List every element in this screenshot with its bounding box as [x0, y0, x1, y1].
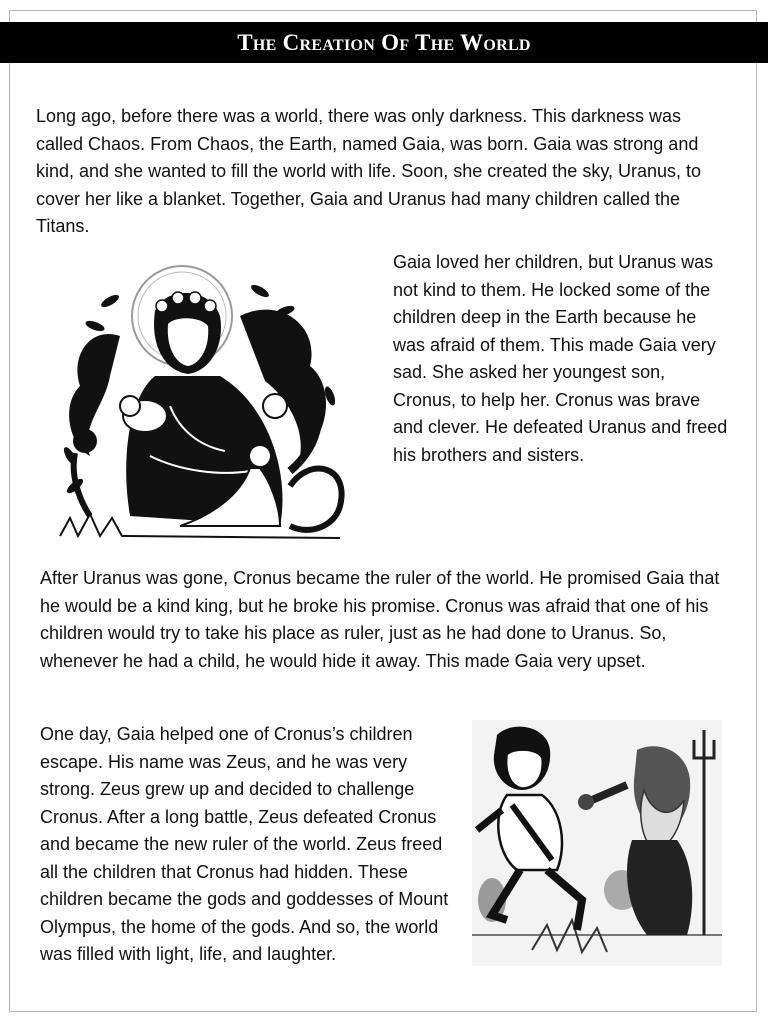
- zeus-cronus-illustration: [472, 720, 722, 966]
- paragraph-gaia-children: Gaia loved her children, but Uranus was not kind to them. He locked some of the children deep in the Earth because he was afraid of them. This made Gaia very sad. She asked her youngest son, Cronus, to help her. Cronus was brave and clever. He defeated Uranus and freed his brothers and sisters.: [393, 252, 728, 465]
- page-title: The Creation Of The World: [0, 22, 768, 63]
- gaia-illustration: [50, 256, 350, 546]
- paragraph-intro: Long ago, before there was a world, there was only darkness. This darkness was called Chaos. From Chaos, the Earth, named Gaia, was born. Gaia was strong and kind, and she wanted to fill the world with life. Soon, she created the sky, Uranus, to cover her like a blanket. Together, Gaia and Uranus had many children called the Titans.: [36, 106, 702, 236]
- paragraph-cronus-rule: After Uranus was gone, Cronus became the ruler of the world. He promised Gaia that he would be a kind king, but he broke his promise. Cronus was afraid that one of his children would try to take his place as ruler, just as he had done to Uranus. So, whenever he had a child, he would hide it away. This made Gaia very upset.: [40, 568, 720, 671]
- paragraph-zeus-victory: One day, Gaia helped one of Cronus’s children escape. His name was Zeus, and he was very strong. Zeus grew up and decided to challenge Cronus. After a long battle, Zeus defeated Cronus and became the new ruler of the world. Zeus freed all the children that Cronus had hidden. These children became the gods and goddesses of Mount Olympus, the home of the gods. And so, the world was filled with light, life, and laughter.: [40, 724, 449, 964]
